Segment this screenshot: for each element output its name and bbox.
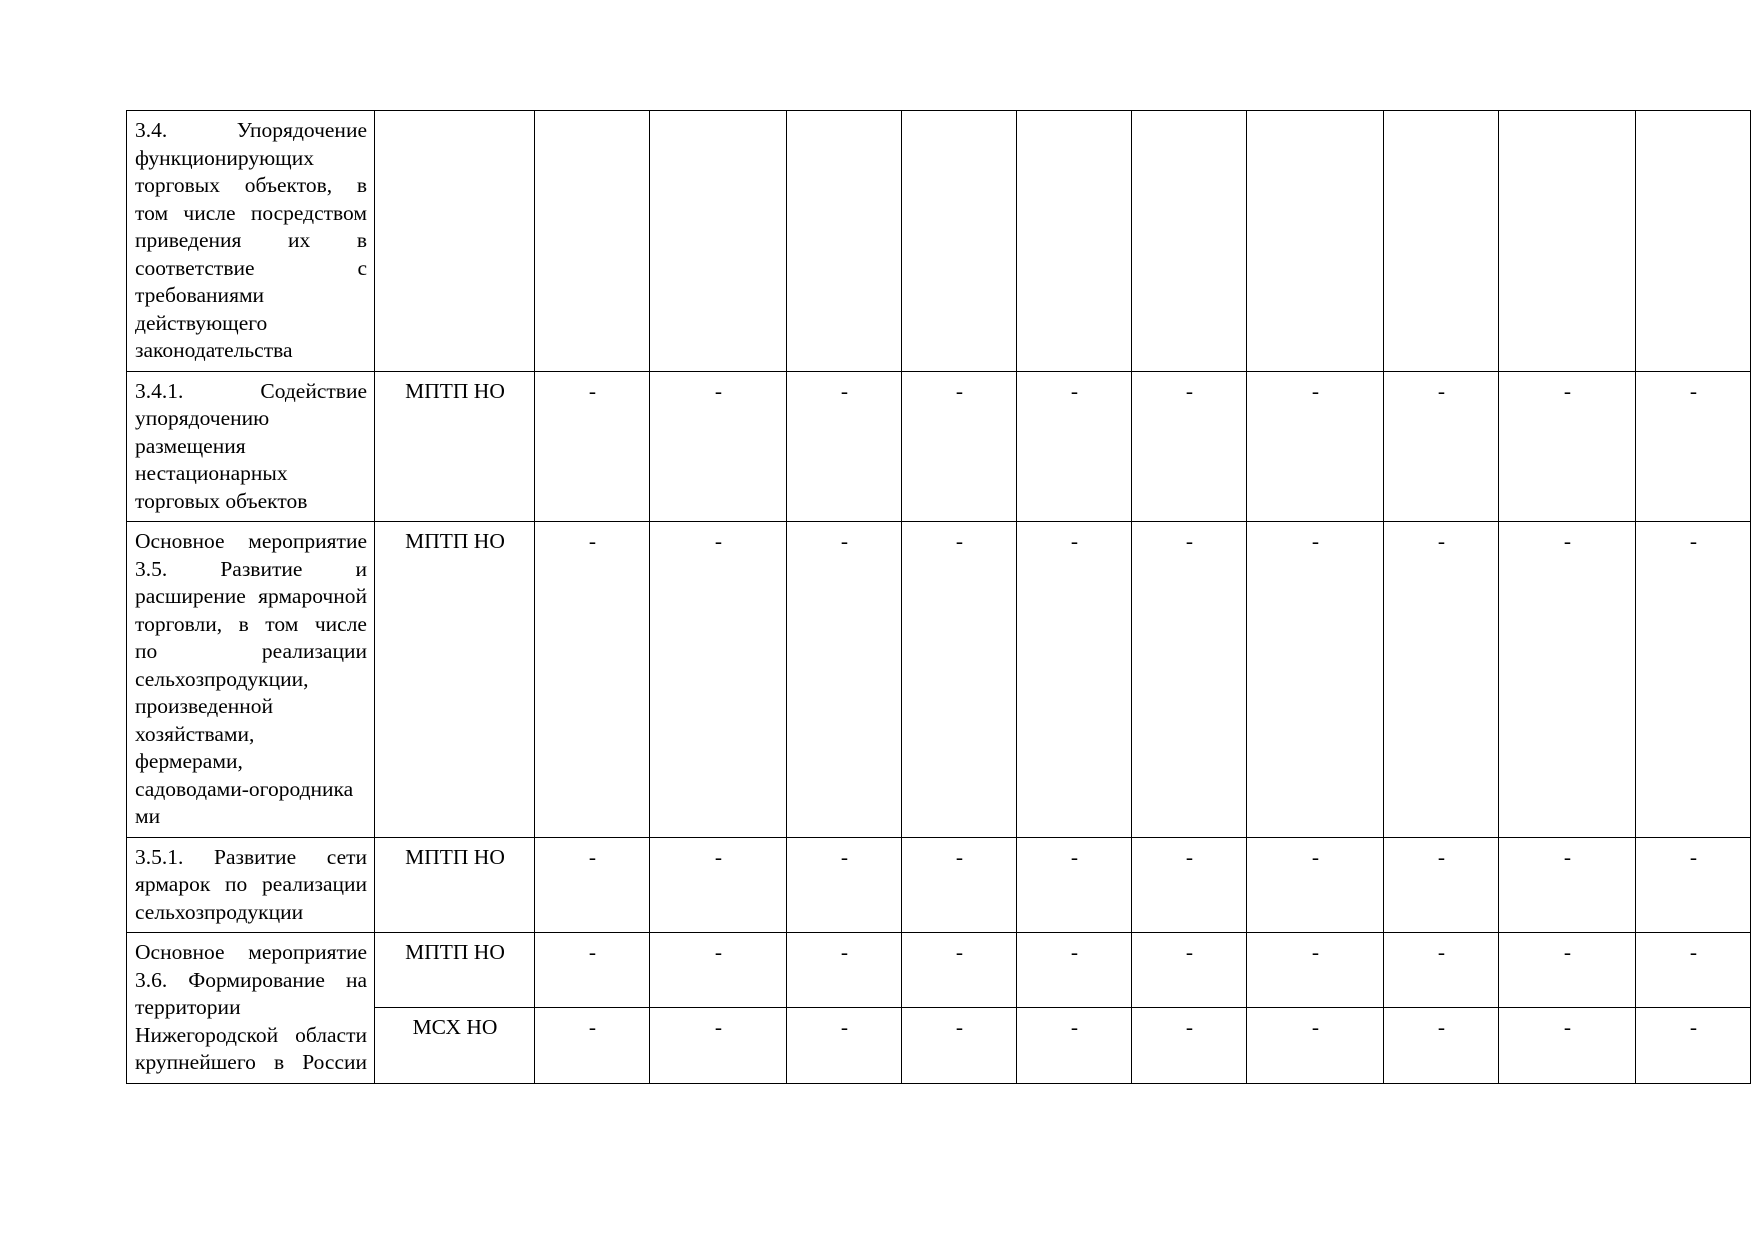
value-cell: - — [902, 837, 1017, 933]
value-cell: - — [1499, 837, 1636, 933]
value-cell: - — [1636, 522, 1751, 838]
measure-name-line: законодательства — [135, 338, 293, 362]
value-cell: - — [1017, 837, 1132, 933]
value-cell: - — [1017, 1008, 1132, 1083]
measure-name-line: расширение ярмарочной — [135, 584, 367, 608]
value-cell: - — [1636, 933, 1751, 1008]
measure-name-cell — [127, 371, 375, 522]
value-cell: - — [1132, 371, 1247, 522]
value-cell: - — [650, 1008, 787, 1083]
measure-name-line: 3.4. Упорядочение — [135, 118, 367, 142]
value-cell — [1384, 111, 1499, 372]
measure-name-line: 3.5.1. Развитие сети — [135, 844, 368, 869]
value-cell: - — [650, 933, 787, 1008]
value-cell: - — [902, 371, 1017, 522]
executor-cell: МПТП НО — [375, 837, 535, 933]
value-cell: - — [902, 1008, 1017, 1083]
value-cell: - — [650, 371, 787, 522]
value-cell — [650, 111, 787, 372]
table-row — [127, 933, 1751, 1008]
value-cell: - — [1017, 371, 1132, 522]
value-cell: - — [902, 933, 1017, 1008]
value-cell: - — [1384, 371, 1499, 522]
executor-cell: МПТП НО — [375, 522, 535, 838]
value-cell: - — [787, 837, 902, 933]
value-cell: - — [1247, 1008, 1384, 1083]
value-cell: - — [1132, 1008, 1247, 1083]
value-cell: - — [1499, 371, 1636, 522]
value-cell: - — [650, 837, 787, 933]
measure-name-line: соответствие с — [135, 255, 367, 280]
value-cell — [535, 111, 650, 372]
table-viewport — [126, 110, 1754, 1240]
value-cell: - — [787, 933, 902, 1008]
table-row — [127, 111, 1751, 372]
value-cell: - — [1132, 837, 1247, 933]
measure-name-line: территории — [135, 995, 241, 1019]
value-cell: - — [1247, 371, 1384, 522]
measure-name-line: функционирующих — [135, 145, 314, 170]
value-cell: - — [1384, 837, 1499, 933]
value-cell: - — [787, 1008, 902, 1083]
measure-name-line: крупнейшего в России — [135, 1050, 368, 1074]
value-cell: - — [650, 522, 787, 838]
measure-name-line: ярмарок по реализации — [135, 872, 368, 896]
measure-name-line: по реализации — [135, 639, 367, 663]
measure-name-line: размещения — [135, 433, 246, 458]
measure-name-line: том числе посредством — [135, 200, 367, 225]
value-cell: - — [535, 837, 650, 933]
value-cell: - — [1499, 1008, 1636, 1083]
measure-name-line: фермерами, — [135, 749, 243, 773]
value-cell — [1132, 111, 1247, 372]
measure-name-line: торговых объектов, в — [135, 173, 367, 197]
table-row — [127, 522, 1751, 838]
measure-name-line: Основное мероприятие — [135, 940, 367, 964]
measure-name-line: торговых объектов — [135, 488, 308, 513]
measure-name-cell — [127, 933, 375, 1084]
measure-name-line: ми — [135, 804, 161, 828]
measure-name-line: требованиями — [135, 283, 265, 307]
value-cell: - — [1132, 522, 1247, 838]
measure-name-line: приведения их в — [135, 228, 368, 252]
measure-name-cell — [127, 522, 375, 838]
value-cell: - — [1499, 933, 1636, 1008]
executor-cell — [375, 111, 535, 372]
measure-name-line: нестационарных — [135, 461, 288, 485]
value-cell: - — [787, 371, 902, 522]
value-cell — [1499, 111, 1636, 372]
value-cell — [902, 111, 1017, 372]
value-cell: - — [1636, 837, 1751, 933]
measure-name-cell — [127, 111, 375, 372]
measure-name-line: 3.4.1. Содействие — [135, 378, 367, 403]
value-cell: - — [1017, 522, 1132, 838]
value-cell: - — [1384, 1008, 1499, 1083]
measure-name-cell — [127, 837, 375, 933]
value-cell — [787, 111, 902, 372]
measure-name-line: 3.5. Развитие и — [135, 556, 367, 581]
measure-name-line: сельхозпродукции, — [135, 666, 309, 691]
value-cell: - — [787, 522, 902, 838]
measure-name-line: упорядочению — [135, 406, 270, 430]
value-cell: - — [1636, 1008, 1751, 1083]
value-cell — [1247, 111, 1384, 372]
measure-name-line: торговли, в том числе — [135, 611, 367, 636]
measure-name-line: 3.6. Формирование на — [135, 967, 367, 992]
program-measures-table — [126, 110, 1751, 1084]
measure-name-line: Нижегородской области — [135, 1022, 367, 1047]
value-cell — [1017, 111, 1132, 372]
measure-name-line: произведенной — [135, 694, 274, 718]
value-cell — [1636, 111, 1751, 372]
measure-name-line: хозяйствами, — [135, 721, 255, 746]
measure-name-line: Основное мероприятие — [135, 529, 367, 553]
table-row — [127, 371, 1751, 522]
value-cell: - — [535, 522, 650, 838]
measure-name-line: действующего — [135, 310, 268, 335]
measure-name-line: садоводами-огородника — [135, 776, 354, 801]
value-cell: - — [1247, 837, 1384, 933]
value-cell: - — [1017, 933, 1132, 1008]
executor-cell: МСХ НО — [375, 1008, 535, 1083]
measure-name-line: сельхозпродукции — [135, 899, 304, 924]
executor-cell: МПТП НО — [375, 371, 535, 522]
value-cell: - — [535, 1008, 650, 1083]
value-cell: - — [1384, 522, 1499, 838]
value-cell: - — [1499, 522, 1636, 838]
value-cell: - — [1384, 933, 1499, 1008]
table-row — [127, 837, 1751, 933]
executor-cell: МПТП НО — [375, 933, 535, 1008]
value-cell: - — [1636, 371, 1751, 522]
value-cell: - — [535, 933, 650, 1008]
value-cell: - — [1247, 933, 1384, 1008]
value-cell: - — [1247, 522, 1384, 838]
value-cell: - — [535, 371, 650, 522]
value-cell: - — [902, 522, 1017, 838]
value-cell: - — [1132, 933, 1247, 1008]
